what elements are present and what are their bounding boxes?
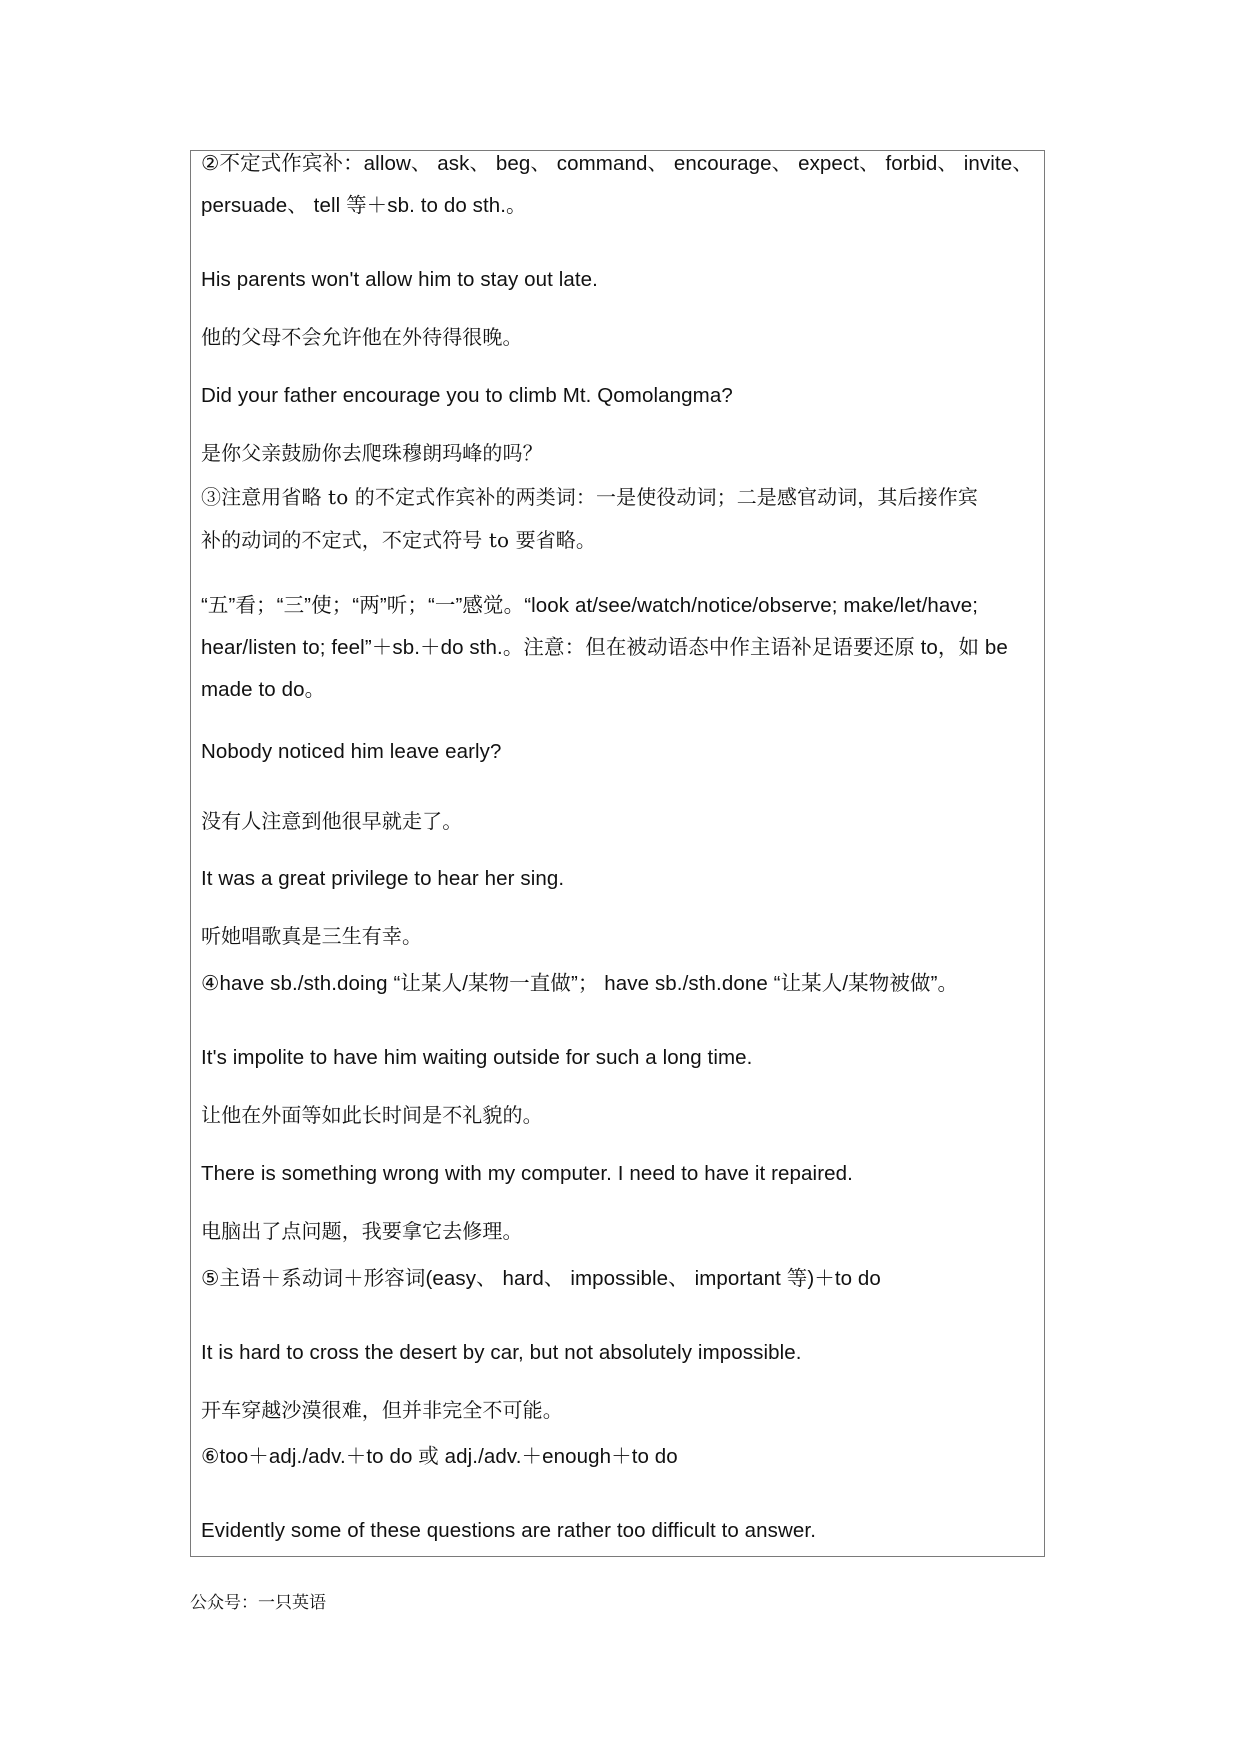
rule-3-note-line-3: made to do。 [201, 678, 326, 701]
example-sentence-cn: 开车穿越沙漠很难，但并非完全不可能。 [201, 1398, 563, 1422]
rule-3-heading-line-2: 补的动词的不定式，不定式符号 to 要省略。 [201, 528, 596, 552]
example-sentence-en: It was a great privilege to hear her sing. [201, 867, 565, 890]
rule-3-heading-line-1: ③注意用省略 to 的不定式作宾补的两类词：一是使役动词；二是感官动词，其后接作宾 [201, 485, 978, 509]
rule-4-heading: ④have sb./sth.doing “让某人/某物一直做”； have sb./sth.done “让某人/某物被做”。 [201, 972, 959, 995]
example-sentence-cn: 没有人注意到他很早就走了。 [201, 809, 463, 833]
example-sentence-cn: 听她唱歌真是三生有幸。 [201, 924, 423, 948]
example-sentence-en: His parents won't allow him to stay out late. [201, 268, 598, 291]
example-sentence-en: Nobody noticed him leave early? [201, 740, 502, 763]
example-sentence-en: Did your father encourage you to climb Mt. Qomolangma? [201, 384, 733, 407]
example-sentence-cn: 他的父母不会允许他在外待得很晚。 [201, 325, 523, 349]
example-sentence-en: It's impolite to have him waiting outside for such a long time. [201, 1046, 753, 1069]
rule-3-note-line-2: hear/listen to; feel”＋sb.＋do sth.。注意：但在被动语态中作主语补足语要还原 to，如 be [201, 636, 1008, 659]
example-sentence-en: It is hard to cross the desert by car, but not absolutely impossible. [201, 1341, 802, 1364]
example-sentence-cn: 让他在外面等如此长时间是不礼貌的。 [201, 1103, 543, 1127]
rule-2-heading-line-1: ②不定式作宾补：allow、 ask、 beg、 command、 encourage、 expect、 forbid、 invite、 [201, 152, 1033, 175]
footer-account-label: 公众号：一只英语 [190, 1593, 326, 1613]
rule-5-heading: ⑤主语＋系动词＋形容词(easy、 hard、 impossible、 important 等)＋to do [201, 1267, 881, 1290]
example-sentence-cn: 电脑出了点问题，我要拿它去修理。 [201, 1219, 523, 1243]
rule-3-note-line-1: “五”看；“三”使；“两”听；“一”感觉。“look at/see/watch/notice/observe; make/let/have; [201, 594, 979, 617]
example-sentence-en: There is something wrong with my computer. I need to have it repaired. [201, 1162, 853, 1185]
example-sentence-en: Evidently some of these questions are rather too difficult to answer. [201, 1519, 817, 1542]
rule-6-heading: ⑥too＋adj./adv.＋to do 或 adj./adv.＋enough＋to do [201, 1445, 678, 1468]
example-sentence-cn: 是你父亲鼓励你去爬珠穆朗玛峰的吗？ [201, 441, 543, 465]
rule-2-heading-line-2: persuade、 tell 等＋sb. to do sth.。 [201, 194, 527, 217]
